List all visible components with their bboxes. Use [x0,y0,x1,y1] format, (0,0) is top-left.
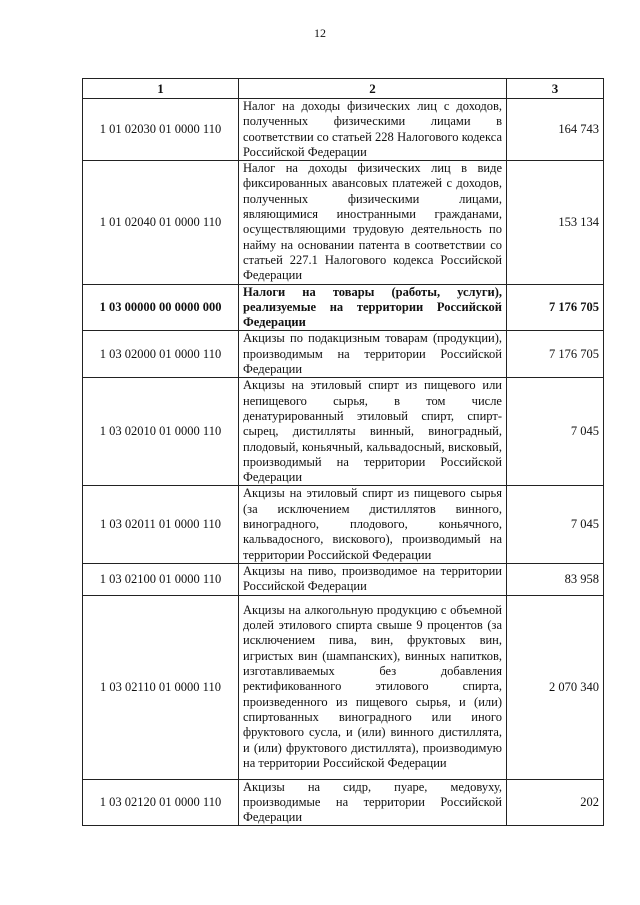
amount: 153 134 [507,161,604,284]
table-row [83,779,604,826]
budget-code: 1 03 02110 01 0000 110 [83,595,239,779]
header-col-2: 2 [239,79,507,99]
amount: 7 176 705 [507,284,604,331]
budget-code: 1 01 02030 01 0000 110 [83,99,239,161]
revenue-name: Налог на доходы физических лиц с доходов, полученных физическими лицами в соответствии со статьей 228 Налогового кодекса Российской Федерации [239,99,507,161]
table-row [83,595,604,779]
amount: 164 743 [507,99,604,161]
amount: 202 [507,779,604,826]
table-row [83,486,604,563]
revenue-table [82,78,604,826]
revenue-name: Акцизы на алкогольную продукцию с объемной долей этилового спирта свыше 9 процентов (за исключением пива, вин, фруктовых вин, игристых вин (шампанских), винных напитков, изготавливаемых без добавления ректификованного этилового спирта, произведенного из пищевого сырья, и (или) спиртованных виноградного или иного фруктового сусла, и (или) винного дистиллята, и (или) фруктового дистиллята), производимую на территории Российской Федерации [239,595,507,779]
revenue-name: Акцизы по подакцизным товарам (продукции), производимым на территории Российской Федерации [239,331,507,378]
header-col-1: 1 [83,79,239,99]
budget-code: 1 03 00000 00 0000 000 [83,284,239,331]
revenue-name: Акцизы на сидр, пуаре, медовуху, производимые на территории Российской Федерации [239,779,507,826]
budget-code: 1 03 02010 01 0000 110 [83,378,239,486]
budget-code: 1 01 02040 01 0000 110 [83,161,239,284]
table-row [83,161,604,284]
amount: 7 045 [507,378,604,486]
budget-code: 1 03 02100 01 0000 110 [83,563,239,595]
page-number: 12 [314,26,326,40]
revenue-name: Акцизы на этиловый спирт из пищевого сырья (за исключением дистиллятов винного, виноградного, плодового, коньячного, кальвадосного, вискового), производимый на территории Российской Федерации [239,486,507,563]
revenue-name: Налог на доходы физических лиц в виде фиксированных авансовых платежей с доходов, полученных физическими лицами, являющимися иностранными гражданами, осуществляющими трудовую деятельность по найму на основании патента в соответствии со статьей 227.1 Налогового кодекса Российской Федерации [239,161,507,284]
revenue-name: Налоги на товары (работы, услуги), реализуемые на территории Российской Федерации [239,284,507,331]
header-col-3: 3 [507,79,604,99]
budget-code: 1 03 02011 01 0000 110 [83,486,239,563]
amount: 2 070 340 [507,595,604,779]
table-row [83,331,604,378]
amount: 83 958 [507,563,604,595]
table-row [83,563,604,595]
table-row [83,99,604,161]
amount: 7 045 [507,486,604,563]
table-header-row [83,79,604,99]
table-row [83,378,604,486]
revenue-name: Акцизы на пиво, производимое на территории Российской Федерации [239,563,507,595]
table-row [83,284,604,331]
budget-code: 1 03 02000 01 0000 110 [83,331,239,378]
budget-code: 1 03 02120 01 0000 110 [83,779,239,826]
revenue-name: Акцизы на этиловый спирт из пищевого или непищевого сырья, в том числе денатурированный этиловый спирт, спирт-сырец, дистилляты винный, виноградный, плодовый, коньячный, кальвадосный, висковый, производимый на территории Российской Федерации [239,378,507,486]
amount: 7 176 705 [507,331,604,378]
